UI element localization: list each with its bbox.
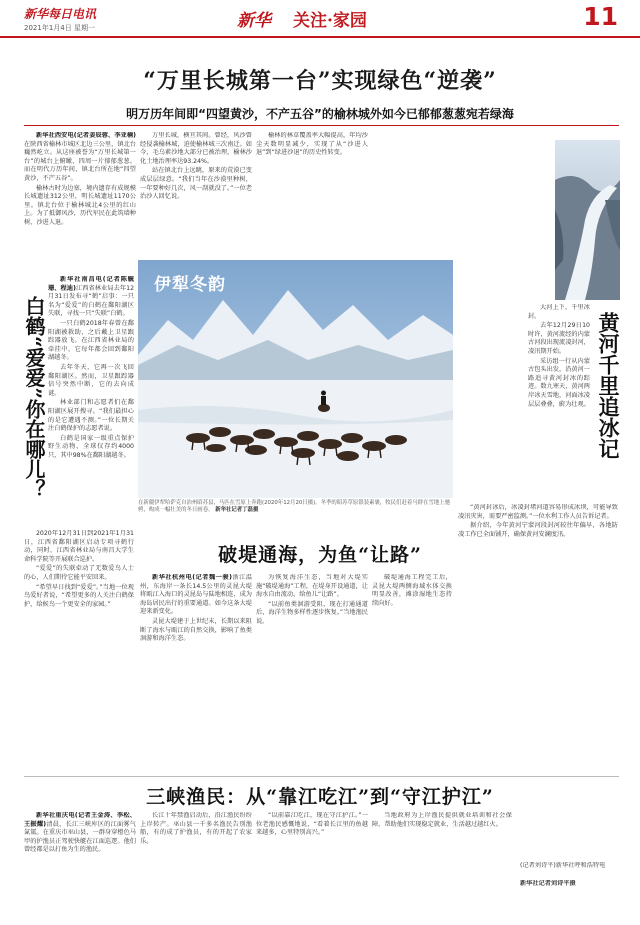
- story4-col2: 为恢复海洋生态，当地对大堤实施“破堤通海”工程，在堤身开设通道，让海水自由流动，给鱼儿“让路”。 “以前鱼类洄游受阻，现在打通通道后，海洋生物多样性逐步恢复。”当地渔民说。: [256, 574, 368, 625]
- page-header: [0, 0, 640, 38]
- photo-overlay-title: 伊犁冬韵: [154, 275, 226, 295]
- story2-col2: 2020年12月31日到2021年1月31日，江西省鄱阳湖区启动专项寻鹤行动，同时，江西省林业局与南昌大学生命科学院等开展联合巡护。 “爱爱”的失联牵动了无数爱鸟人士的心，人们期待它能平安回来。 “希望早日找到“爱爱”。”当地一位观鸟爱好者说，“希望更多的人关注白鹤保护，给候鸟一个更安全的家园。”: [24, 530, 134, 608]
- story5-byline: 新华社重庆电(记者王金涛、李松、王振耀): [24, 812, 136, 828]
- story4-col1: 新华社杭州电(记者魏一骏)浙江温州，东海岸一条长14.5公里的灵昆大堤将瓯江入海口的灵昆岛与陆地相连，成为海岛居民出行的重要通道。如今这条大堤迎来新变化。 灵昆大堤建于上世纪末，长期以来阻断了海水与瓯江的自然交换，影响了鱼类洄游和海洋生态。: [140, 574, 252, 643]
- newspaper-logo: 新华每日电讯: [24, 7, 97, 21]
- page-number: 11: [583, 2, 618, 31]
- story1-divider: [24, 125, 619, 126]
- main-photo-caption: 在新疆伊犁哈萨克自治州昭苏县，马匹在雪原上奔跑(2020年12月20日摄)。冬季的昭苏草原银装素裹，牧民们赶着马群在雪地上驰骋，构成一幅壮美的冬日画卷。 新华社记者丁磊摄: [138, 500, 450, 513]
- main-photo: [138, 260, 453, 498]
- story5-col4: 当地政府为上岸渔民提供就业培训和社会保障，帮助他们实现稳定就业，生活越过越红火。: [372, 812, 512, 828]
- story2-byline: 新华社南昌电(记者陈毓珊、程迪): [48, 276, 134, 292]
- story1-col1: 新华社西安电(记者姜辰蓉、李亚楠)在陕西省榆林市城区北边三公里，镇北台巍然屹立。从这座被誉为“万里长城第一台”的城台上俯瞰，四周一片郁郁葱葱。而在明代万历年间，镇北台所在地“四望黄沙，不产五谷”。 榆林古时为边塞，境内遗存有成规模长城遗址312公里，明长城遗址1170公里。镇北台位于榆林城北4公里的红山上。为了抵御风沙，历代军民在此筑墙种树，沙进人退。: [24, 132, 136, 226]
- story3-headline: 黄河千里追冰记: [596, 312, 621, 459]
- story1-subheadline: 明万历年间即“四望黄沙，不产五谷”的榆林城外如今已郁郁葱葱宛若绿海: [126, 107, 514, 121]
- story5-col2: 长江十年禁渔启动后，沿江渔民纷纷上岸转产。巫山县一千多名渔民告别渔船，有的成了护渔员，有的开起了农家乐。: [140, 812, 252, 845]
- story3-col1: 大河上下，千里冰封。 去年12月29日10时许，黄河流经的内蒙古河段出现流凌封河，凌汛期开始。 采访组一行从内蒙古包头出发，沿黄河一路追寻黄河封冰的踪迹。数九寒天，黄河两岸冰天雪地，河面冰凌层层叠叠，蔚为壮观。: [528, 304, 590, 408]
- photo-credit: 新华社记者丁磊摄: [215, 507, 259, 513]
- story4-byline: 新华社杭州电(记者魏一骏): [152, 574, 232, 581]
- story4-headline: 破堤通海，为鱼“让路”: [218, 544, 422, 566]
- section-brand: 新华: [237, 11, 271, 31]
- story1-byline: 新华社西安电(记者姜辰蓉、李亚楠): [36, 132, 136, 139]
- story3-byline: (记者刘诗平)新华社呼和浩特电: [520, 862, 606, 869]
- story1-col3: 榆林的林草覆盖率大幅提高，年均沙尘天数明显减少，实现了从“沙进人退”到“绿进沙退”的历史性转变。: [256, 132, 368, 157]
- story1-headline: “万里长城第一台”实现绿色“逆袭”: [143, 68, 497, 94]
- story5-divider: [24, 776, 619, 777]
- river-photo-graphic: [555, 140, 620, 300]
- story5-headline: 三峡渔民：从“靠江吃江”到“守江护江”: [146, 786, 494, 808]
- story3-photo-credit: 新华社记者刘诗平摄: [520, 880, 576, 887]
- issue-date: 2021年1月4日 星期一: [24, 24, 95, 32]
- story5-col3: “以前靠江吃江，现在守江护江。”一位老渔民感慨地说，“看着长江里的鱼越来越多，心里特别高兴。”: [256, 812, 368, 837]
- story3-col2: “黄河封冰后，冰凌封堵河道容易形成冰坝，可能导致凌汛灾害，需要严密监测。”一位水利工作人员告诉记者。 据介绍，今年黄河宁蒙河段封河较往年偏早，各地防凌工作已全面铺开，确保黄河安澜度汛。: [458, 504, 618, 538]
- story1-col2: 万里长城，横亘其间。曾经，风沙曾经侵袭榆林城，迫使榆林城三次南迁。如今，毛乌素沙地大部分已被治理，榆林沙化土地治理率达93.24%。 站在镇北台上远眺，原来的荒漠已变成层层绿意。“我们当年在沙漠里种树，一年要种好几次，风一刮就没了。”一位老治沙人回忆说。: [140, 132, 252, 201]
- top-right-photo: [555, 140, 620, 300]
- story5-col1: 新华社重庆电(记者王金涛、李松、王振耀)清晨，长江三峡库区的江面雾气氤氲。在重庆市巫山县，一群身穿橙色马甲的护渔员正驾驶快艇在江面巡逻。他们曾经都是以打鱼为生的渔民。: [24, 812, 136, 854]
- story2-headline: 白鹤“爱爱”你在哪儿？: [22, 296, 46, 500]
- snow-horses-photo: [138, 260, 453, 498]
- story2-col1: 新华社南昌电(记者陈毓珊、程迪)江西省林业局去年12月31日发布寻“鹤”启事：一只名为“爱爱”的白鹤在鄱阳湖区失联，寻找一只“失联”白鹤。 一只白鹤2018年春曾在鄱阳湖被救助，之后戴上卫星跟踪器放飞。在江西省林业局的牵挂中，它每年都会回到鄱阳湖越冬。 去年冬天，它再一次飞回鄱阳湖区。然而，卫星跟踪器信号突然中断，它的去向成谜。 林业部门和志愿者们在鄱阳湖区展开搜寻。“我们最担心的是它遭遇不测。”一位长期关注白鹤保护的志愿者说。 白鹤是国家一级重点保护野生动物，全球仅存约4000只，其中98%在鄱阳湖越冬。: [48, 276, 134, 459]
- story4-col3: 破堤通海工程完工后，灵昆大堤两侧海域水体交换明显改善，滩涂湿地生态持续向好。: [372, 574, 452, 607]
- section-name: 关注·家园: [293, 11, 367, 31]
